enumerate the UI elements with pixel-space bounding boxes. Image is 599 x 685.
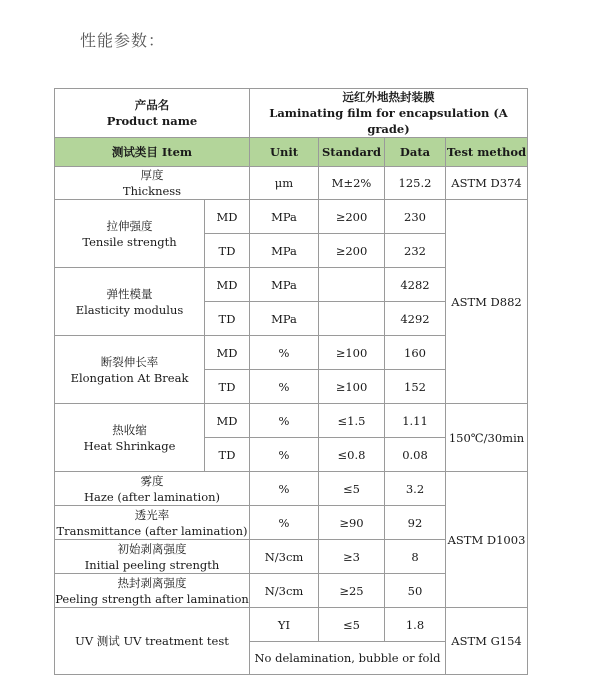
data-cell: 92 xyxy=(385,506,446,540)
col-header-method: Test method xyxy=(446,138,528,167)
direction-cell: MD xyxy=(205,268,250,302)
item-cn: 弹性模量 xyxy=(106,286,153,301)
item-cell xyxy=(55,540,250,574)
item-en: Peeling strength after lamination xyxy=(55,591,249,606)
standard-cell xyxy=(319,302,385,336)
item-cell xyxy=(55,167,250,200)
product-label-cell xyxy=(55,89,250,138)
item-cn: 断裂伸长率 xyxy=(100,354,159,369)
standard-cell: ≥25 xyxy=(319,574,385,608)
standard-cell xyxy=(319,268,385,302)
data-cell: 0.08 xyxy=(385,438,446,472)
table-header-row xyxy=(55,138,528,167)
item-en: Haze (after lamination) xyxy=(83,489,221,504)
item-cn: 初始剥离强度 xyxy=(117,541,187,556)
product-label-cn: 产品名 xyxy=(134,98,170,112)
col-header-unit: Unit xyxy=(250,138,319,167)
unit-cell: YI xyxy=(250,608,319,642)
item-en: Elongation At Break xyxy=(70,370,189,385)
direction-cell: TD xyxy=(205,302,250,336)
product-row xyxy=(55,89,528,138)
standard-cell: ≤5 xyxy=(319,472,385,506)
data-cell: 230 xyxy=(385,200,446,234)
data-cell: 4292 xyxy=(385,302,446,336)
item-cell xyxy=(55,574,250,608)
unit-cell: N/3cm xyxy=(250,574,319,608)
unit-cell: MPa xyxy=(250,302,319,336)
table-row xyxy=(55,404,528,438)
col-header-standard: Standard xyxy=(319,138,385,167)
direction-cell: TD xyxy=(205,370,250,404)
direction-cell: TD xyxy=(205,438,250,472)
result-cell: No delamination, bubble or fold xyxy=(250,642,446,675)
item-cn: 拉伸强度 xyxy=(106,218,153,233)
method-cell: 150℃/30min xyxy=(446,404,528,472)
unit-cell: % xyxy=(250,438,319,472)
unit-cell: N/3cm xyxy=(250,540,319,574)
item-cell xyxy=(55,200,205,268)
standard-cell: ≤0.8 xyxy=(319,438,385,472)
product-name-cn: 远红外地热封装膜 xyxy=(342,90,435,104)
data-cell: 160 xyxy=(385,336,446,370)
item-en: Transmittance (after lamination) xyxy=(56,523,248,538)
unit-cell: % xyxy=(250,506,319,540)
product-label-en: Product name xyxy=(106,114,198,128)
standard-cell: ≤1.5 xyxy=(319,404,385,438)
unit-cell: % xyxy=(250,336,319,370)
product-name-cell xyxy=(250,89,528,138)
method-cell: ASTM D882 xyxy=(446,200,528,404)
data-cell: 152 xyxy=(385,370,446,404)
item-en: Tensile strength xyxy=(82,234,177,249)
item-en: Thickness xyxy=(122,184,182,198)
unit-cell: % xyxy=(250,472,319,506)
direction-cell: MD xyxy=(205,336,250,370)
standard-cell: ≥100 xyxy=(319,370,385,404)
col-header-data: Data xyxy=(385,138,446,167)
section-heading: 性能参数： xyxy=(80,31,166,50)
item-cell xyxy=(55,268,205,336)
unit-cell: % xyxy=(250,370,319,404)
item-cell xyxy=(55,506,250,540)
data-cell: 3.2 xyxy=(385,472,446,506)
standard-cell: ≥3 xyxy=(319,540,385,574)
method-cell: ASTM D374 xyxy=(446,167,528,200)
item-cell xyxy=(55,404,205,472)
item-cn: 热封剥离强度 xyxy=(117,575,187,590)
data-cell: 125.2 xyxy=(385,167,446,200)
standard-cell: ≥200 xyxy=(319,234,385,268)
standard-cell: ≥90 xyxy=(319,506,385,540)
unit-cell: MPa xyxy=(250,200,319,234)
table-row xyxy=(55,608,528,642)
item-cn: 热收缩 xyxy=(112,422,147,437)
standard-cell: ≤5 xyxy=(319,608,385,642)
item-en: Initial peeling strength xyxy=(84,557,220,572)
col-header-item: 测试类目 Item xyxy=(55,138,250,167)
direction-cell: TD xyxy=(205,234,250,268)
item-cell xyxy=(55,336,205,404)
direction-cell: MD xyxy=(205,404,250,438)
table-row xyxy=(55,472,528,506)
table-row xyxy=(55,167,528,200)
unit-cell: MPa xyxy=(250,234,319,268)
item-cell xyxy=(55,472,250,506)
spec-table xyxy=(54,88,528,675)
data-cell: 1.11 xyxy=(385,404,446,438)
data-cell: 50 xyxy=(385,574,446,608)
data-cell: 4282 xyxy=(385,268,446,302)
item-cn: 透光率 xyxy=(134,507,170,522)
standard-cell: M±2% xyxy=(319,167,385,200)
item-en: Elasticity modulus xyxy=(75,302,184,317)
method-cell: ASTM G154 xyxy=(446,608,528,675)
standard-cell: ≥200 xyxy=(319,200,385,234)
item-cn: 雾度 xyxy=(140,473,164,488)
unit-cell: μm xyxy=(250,167,319,200)
table-row xyxy=(55,200,528,234)
product-name-en: Laminating film for encapsulation (A grade) xyxy=(269,106,508,136)
direction-cell: MD xyxy=(205,200,250,234)
item-en: Heat Shrinkage xyxy=(83,438,176,453)
item-cn: 厚度 xyxy=(140,168,164,182)
unit-cell: % xyxy=(250,404,319,438)
data-cell: 8 xyxy=(385,540,446,574)
data-cell: 1.8 xyxy=(385,608,446,642)
method-cell: ASTM D1003 xyxy=(446,472,528,608)
standard-cell: ≥100 xyxy=(319,336,385,370)
item-cell: UV 测试 UV treatment test xyxy=(55,608,250,675)
unit-cell: MPa xyxy=(250,268,319,302)
data-cell: 232 xyxy=(385,234,446,268)
